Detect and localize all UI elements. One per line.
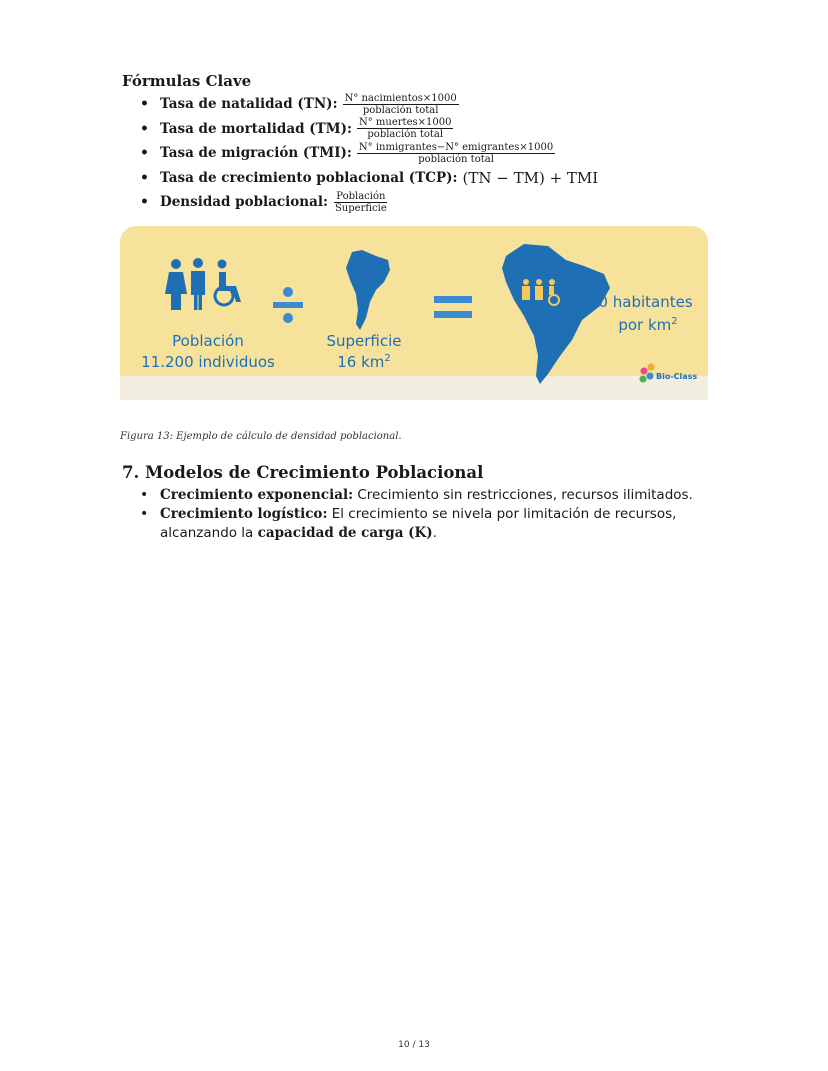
description-exponential: Crecimiento sin restricciones, recursos ilimitados.	[353, 487, 693, 503]
formula-label: • Tasa de natalidad (TN):	[160, 96, 338, 113]
density-infographic	[120, 226, 708, 400]
term-exponential: Crecimiento exponencial:	[160, 487, 354, 503]
population-label: Población	[172, 332, 244, 350]
fraction	[333, 191, 389, 214]
fraction-denominator: población total	[362, 104, 439, 116]
fraction	[357, 117, 453, 140]
result-value: 700 habitantes	[579, 293, 693, 311]
result-unit-text: por km	[618, 316, 672, 334]
fraction-numerator: Población	[336, 190, 386, 202]
surface-exponent: 2	[384, 353, 391, 364]
formula-migration	[140, 141, 598, 166]
fraction-numerator: N° muertes×1000	[359, 117, 452, 129]
formula-label: • Tasa de migración (TMI):	[160, 145, 352, 162]
list-item-exponential	[140, 486, 700, 505]
term-carrying-capacity: capacidad de carga (K)	[257, 525, 433, 541]
section-7-heading: 7. Modelos de Crecimiento Poblacional	[122, 463, 484, 482]
formula-label: • Tasa de crecimiento poblacional (TCP):	[160, 169, 458, 186]
fraction-denominator: población total	[367, 129, 444, 141]
formula-label: • Densidad poblacional:	[160, 194, 328, 211]
logo-text: Bio-Class	[656, 372, 698, 381]
surface-label: Superficie	[326, 332, 402, 350]
fraction	[357, 142, 555, 165]
fraction-numerator: N° inmigrantes−N° emigrantes×1000	[358, 141, 554, 153]
density-figure	[120, 226, 708, 400]
description-logistic: El crecimiento se nivela por limitación de recursos, alcanzando la	[160, 506, 677, 541]
fraction-numerator: N° nacimientos×1000	[344, 92, 457, 104]
list-item-logistic	[140, 505, 700, 543]
formula-mortality	[140, 117, 598, 142]
surface-value-text: 16 km	[337, 353, 385, 371]
population-value: 11.200 individuos	[141, 353, 275, 371]
surface-value	[337, 353, 391, 371]
list-item-end: .	[432, 525, 437, 541]
figure-caption: Figura 13: Ejemplo de cálculo de densidad poblacional.	[120, 431, 402, 442]
formulas-heading: Fórmulas Clave	[122, 72, 252, 90]
fraction-denominator: población total	[418, 153, 494, 165]
page-number: 10 / 13	[398, 1040, 430, 1050]
figure-bottom-strip	[120, 376, 708, 400]
formula-label: • Tasa de mortalidad (TM):	[160, 120, 352, 137]
formula-expression: (TN − TM) + TMI	[462, 168, 599, 187]
result-unit	[618, 316, 677, 334]
formula-natality	[140, 92, 598, 117]
growth-models-list	[140, 486, 700, 543]
formulas-list	[140, 92, 598, 215]
fraction-denominator: Superficie	[334, 202, 387, 214]
formula-growth-rate	[140, 166, 598, 191]
formula-density	[140, 190, 598, 215]
figure-background	[120, 226, 708, 400]
term-logistic: Crecimiento logístico:	[160, 506, 328, 522]
result-exponent: 2	[671, 316, 678, 327]
fraction	[343, 93, 459, 116]
